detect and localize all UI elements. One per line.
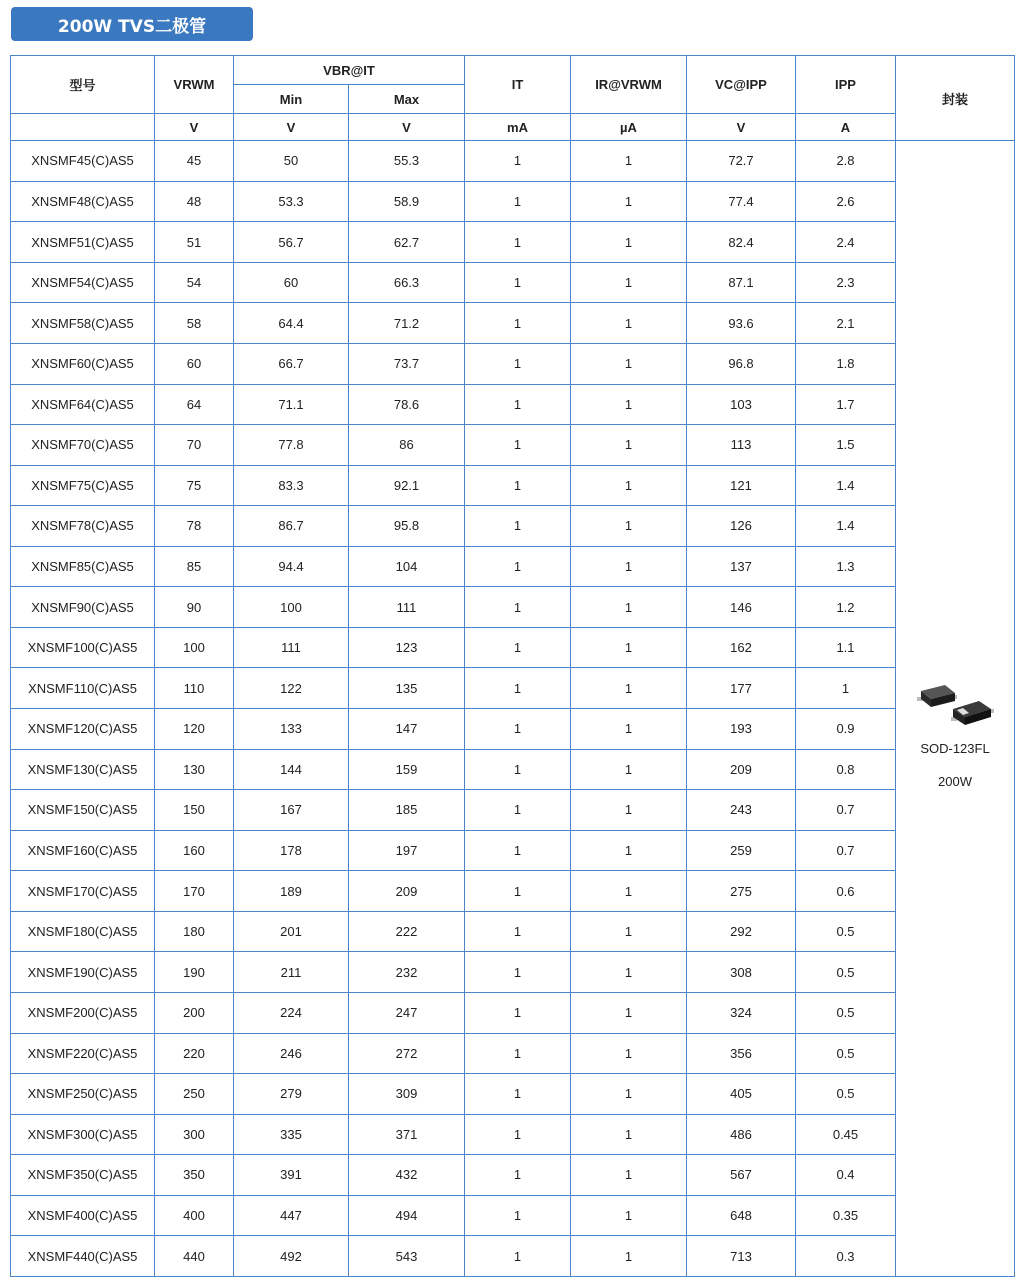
cell-vrwm: 400: [155, 1195, 234, 1236]
cell-vbr-min: 71.1: [234, 384, 349, 425]
cell-ir: 1: [571, 952, 687, 993]
cell-ir: 1: [571, 709, 687, 750]
cell-vbr-max: 543: [349, 1236, 465, 1277]
cell-vrwm: 220: [155, 1033, 234, 1074]
cell-it: 1: [465, 1195, 571, 1236]
cell-model: XNSMF60(C)AS5: [11, 343, 155, 384]
cell-vrwm: 160: [155, 830, 234, 871]
cell-vbr-min: 86.7: [234, 506, 349, 547]
cell-vrwm: 440: [155, 1236, 234, 1277]
cell-vrwm: 58: [155, 303, 234, 344]
cell-vbr-min: 335: [234, 1114, 349, 1155]
cell-vc: 243: [687, 790, 796, 831]
cell-vbr-min: 111: [234, 627, 349, 668]
cell-vrwm: 180: [155, 911, 234, 952]
table-row: [11, 1114, 1015, 1155]
cell-vrwm: 64: [155, 384, 234, 425]
cell-it: 1: [465, 506, 571, 547]
cell-ipp: 0.5: [796, 952, 896, 993]
unit-max: V: [349, 114, 465, 141]
cell-ipp: 2.8: [796, 141, 896, 182]
cell-model: XNSMF170(C)AS5: [11, 871, 155, 912]
cell-vbr-min: 391: [234, 1155, 349, 1196]
cell-ir: 1: [571, 1155, 687, 1196]
cell-it: 1: [465, 790, 571, 831]
cell-vbr-min: 122: [234, 668, 349, 709]
cell-it: 1: [465, 830, 571, 871]
cell-model: XNSMF58(C)AS5: [11, 303, 155, 344]
cell-vbr-min: 100: [234, 587, 349, 628]
cell-ipp: 0.3: [796, 1236, 896, 1277]
cell-ipp: 0.9: [796, 709, 896, 750]
table-row: [11, 668, 1015, 709]
cell-it: 1: [465, 992, 571, 1033]
cell-vrwm: 90: [155, 587, 234, 628]
cell-ir: 1: [571, 303, 687, 344]
cell-it: 1: [465, 384, 571, 425]
cell-vbr-max: 104: [349, 546, 465, 587]
table-row: [11, 911, 1015, 952]
cell-vrwm: 350: [155, 1155, 234, 1196]
cell-ipp: 2.4: [796, 222, 896, 263]
col-vc-header: VC@IPP: [687, 56, 796, 114]
cell-vc: 77.4: [687, 181, 796, 222]
cell-vrwm: 250: [155, 1074, 234, 1115]
cell-vbr-max: 73.7: [349, 343, 465, 384]
cell-vbr-max: 86: [349, 425, 465, 466]
cell-vc: 193: [687, 709, 796, 750]
sod123fl-package-icon: [915, 683, 995, 727]
cell-vbr-max: 197: [349, 830, 465, 871]
cell-vrwm: 200: [155, 992, 234, 1033]
cell-model: XNSMF160(C)AS5: [11, 830, 155, 871]
cell-ir: 1: [571, 141, 687, 182]
cell-ipp: 0.45: [796, 1114, 896, 1155]
cell-model: XNSMF45(C)AS5: [11, 141, 155, 182]
cell-vbr-max: 66.3: [349, 262, 465, 303]
header-row-1: [11, 56, 1015, 85]
cell-model: XNSMF85(C)AS5: [11, 546, 155, 587]
table-row: [11, 1155, 1015, 1196]
cell-vbr-max: 95.8: [349, 506, 465, 547]
cell-ipp: 1.2: [796, 587, 896, 628]
cell-ir: 1: [571, 546, 687, 587]
cell-vrwm: 54: [155, 262, 234, 303]
cell-ipp: 1.8: [796, 343, 896, 384]
cell-vc: 405: [687, 1074, 796, 1115]
cell-vrwm: 51: [155, 222, 234, 263]
cell-model: XNSMF75(C)AS5: [11, 465, 155, 506]
cell-it: 1: [465, 1033, 571, 1074]
cell-vbr-max: 123: [349, 627, 465, 668]
cell-ir: 1: [571, 1033, 687, 1074]
cell-model: XNSMF90(C)AS5: [11, 587, 155, 628]
cell-it: 1: [465, 343, 571, 384]
table-row: [11, 587, 1015, 628]
unit-ipp: A: [796, 114, 896, 141]
cell-vrwm: 120: [155, 709, 234, 750]
cell-model: XNSMF400(C)AS5: [11, 1195, 155, 1236]
cell-it: 1: [465, 1155, 571, 1196]
cell-vc: 209: [687, 749, 796, 790]
cell-ir: 1: [571, 262, 687, 303]
cell-ir: 1: [571, 425, 687, 466]
cell-ir: 1: [571, 1114, 687, 1155]
cell-ipp: 0.5: [796, 1033, 896, 1074]
page-title: 200W TVS二极管: [11, 7, 253, 41]
col-vbr-header: VBR@IT: [234, 56, 465, 85]
cell-vc: 93.6: [687, 303, 796, 344]
cell-vbr-max: 78.6: [349, 384, 465, 425]
cell-vrwm: 85: [155, 546, 234, 587]
cell-ipp: 0.5: [796, 1074, 896, 1115]
cell-vrwm: 300: [155, 1114, 234, 1155]
cell-vbr-max: 185: [349, 790, 465, 831]
table-row: [11, 1195, 1015, 1236]
cell-ir: 1: [571, 1236, 687, 1277]
cell-vbr-max: 247: [349, 992, 465, 1033]
cell-ipp: 0.7: [796, 790, 896, 831]
table-row: [11, 992, 1015, 1033]
cell-it: 1: [465, 1074, 571, 1115]
cell-vc: 72.7: [687, 141, 796, 182]
cell-ir: 1: [571, 587, 687, 628]
package-info: [896, 683, 1014, 789]
cell-ir: 1: [571, 627, 687, 668]
cell-vc: 96.8: [687, 343, 796, 384]
cell-it: 1: [465, 587, 571, 628]
table-body: [11, 141, 1015, 1277]
cell-model: XNSMF150(C)AS5: [11, 790, 155, 831]
cell-ir: 1: [571, 343, 687, 384]
cell-it: 1: [465, 952, 571, 993]
cell-it: 1: [465, 465, 571, 506]
col-it-header: IT: [465, 56, 571, 114]
cell-vbr-max: 58.9: [349, 181, 465, 222]
cell-vc: 146: [687, 587, 796, 628]
cell-vbr-min: 492: [234, 1236, 349, 1277]
cell-vrwm: 48: [155, 181, 234, 222]
cell-ipp: 1.3: [796, 546, 896, 587]
cell-it: 1: [465, 627, 571, 668]
cell-vbr-min: 144: [234, 749, 349, 790]
cell-vc: 177: [687, 668, 796, 709]
cell-model: XNSMF64(C)AS5: [11, 384, 155, 425]
cell-ipp: 0.35: [796, 1195, 896, 1236]
col-vrwm-header: VRWM: [155, 56, 234, 114]
cell-vc: 308: [687, 952, 796, 993]
cell-it: 1: [465, 668, 571, 709]
cell-vbr-max: 55.3: [349, 141, 465, 182]
cell-ir: 1: [571, 384, 687, 425]
cell-vc: 713: [687, 1236, 796, 1277]
unit-min: V: [234, 114, 349, 141]
cell-vrwm: 70: [155, 425, 234, 466]
cell-vbr-max: 71.2: [349, 303, 465, 344]
cell-model: XNSMF440(C)AS5: [11, 1236, 155, 1277]
cell-vbr-min: 50: [234, 141, 349, 182]
cell-ir: 1: [571, 871, 687, 912]
cell-vbr-min: 211: [234, 952, 349, 993]
cell-it: 1: [465, 709, 571, 750]
cell-ipp: 0.4: [796, 1155, 896, 1196]
cell-vrwm: 110: [155, 668, 234, 709]
unit-model-blank: [11, 114, 155, 141]
col-max-header: Max: [349, 85, 465, 114]
cell-it: 1: [465, 546, 571, 587]
cell-it: 1: [465, 1114, 571, 1155]
cell-vrwm: 100: [155, 627, 234, 668]
unit-ir: µA: [571, 114, 687, 141]
col-model-header: 型号: [11, 56, 155, 114]
cell-it: 1: [465, 425, 571, 466]
cell-model: XNSMF54(C)AS5: [11, 262, 155, 303]
col-min-header: Min: [234, 85, 349, 114]
cell-ir: 1: [571, 222, 687, 263]
table-row: [11, 1236, 1015, 1277]
cell-it: 1: [465, 871, 571, 912]
cell-ipp: 0.8: [796, 749, 896, 790]
unit-vrwm: V: [155, 114, 234, 141]
cell-model: XNSMF110(C)AS5: [11, 668, 155, 709]
table-row: [11, 262, 1015, 303]
cell-vbr-min: 246: [234, 1033, 349, 1074]
cell-ipp: 2.6: [796, 181, 896, 222]
cell-model: XNSMF180(C)AS5: [11, 911, 155, 952]
cell-vbr-min: 224: [234, 992, 349, 1033]
table-row: [11, 871, 1015, 912]
cell-vbr-min: 77.8: [234, 425, 349, 466]
package-name: SOD-123FL: [920, 741, 990, 757]
cell-vbr-min: 189: [234, 871, 349, 912]
table-row: [11, 749, 1015, 790]
cell-ipp: 1.4: [796, 465, 896, 506]
cell-vc: 356: [687, 1033, 796, 1074]
cell-vbr-min: 64.4: [234, 303, 349, 344]
cell-vrwm: 60: [155, 343, 234, 384]
cell-vbr-max: 494: [349, 1195, 465, 1236]
cell-ir: 1: [571, 992, 687, 1033]
cell-vbr-max: 159: [349, 749, 465, 790]
cell-ir: 1: [571, 749, 687, 790]
cell-ir: 1: [571, 1074, 687, 1115]
cell-vbr-max: 232: [349, 952, 465, 993]
cell-vbr-min: 66.7: [234, 343, 349, 384]
cell-model: XNSMF190(C)AS5: [11, 952, 155, 993]
cell-vbr-max: 272: [349, 1033, 465, 1074]
cell-vrwm: 150: [155, 790, 234, 831]
package-cell: [896, 141, 1015, 1277]
cell-model: XNSMF120(C)AS5: [11, 709, 155, 750]
cell-vbr-max: 147: [349, 709, 465, 750]
cell-ipp: 1.1: [796, 627, 896, 668]
cell-vbr-min: 133: [234, 709, 349, 750]
table-row: [11, 384, 1015, 425]
table-row: [11, 425, 1015, 466]
cell-it: 1: [465, 1236, 571, 1277]
cell-vbr-max: 371: [349, 1114, 465, 1155]
cell-it: 1: [465, 222, 571, 263]
cell-ir: 1: [571, 830, 687, 871]
cell-vbr-max: 92.1: [349, 465, 465, 506]
cell-it: 1: [465, 303, 571, 344]
table-row: [11, 303, 1015, 344]
table-row: [11, 181, 1015, 222]
table-row: [11, 1033, 1015, 1074]
cell-it: 1: [465, 749, 571, 790]
table-row: [11, 1074, 1015, 1115]
cell-vc: 113: [687, 425, 796, 466]
table-row: [11, 952, 1015, 993]
cell-ir: 1: [571, 506, 687, 547]
cell-vbr-min: 279: [234, 1074, 349, 1115]
package-power: 200W: [938, 774, 972, 790]
cell-vc: 137: [687, 546, 796, 587]
table-row: [11, 465, 1015, 506]
cell-ipp: 2.3: [796, 262, 896, 303]
unit-it: mA: [465, 114, 571, 141]
cell-ir: 1: [571, 181, 687, 222]
col-package-header: 封装: [896, 56, 1015, 141]
cell-vbr-min: 60: [234, 262, 349, 303]
cell-vbr-max: 432: [349, 1155, 465, 1196]
cell-vbr-min: 201: [234, 911, 349, 952]
cell-ipp: 1.5: [796, 425, 896, 466]
cell-ipp: 1.4: [796, 506, 896, 547]
cell-vc: 259: [687, 830, 796, 871]
cell-vc: 87.1: [687, 262, 796, 303]
cell-vrwm: 130: [155, 749, 234, 790]
cell-vc: 648: [687, 1195, 796, 1236]
table-row: [11, 141, 1015, 182]
cell-model: XNSMF48(C)AS5: [11, 181, 155, 222]
cell-vbr-min: 53.3: [234, 181, 349, 222]
table-row: [11, 790, 1015, 831]
cell-ipp: 0.5: [796, 992, 896, 1033]
cell-vrwm: 78: [155, 506, 234, 547]
cell-vc: 82.4: [687, 222, 796, 263]
cell-model: XNSMF78(C)AS5: [11, 506, 155, 547]
cell-vbr-max: 111: [349, 587, 465, 628]
cell-ir: 1: [571, 1195, 687, 1236]
cell-vrwm: 75: [155, 465, 234, 506]
cell-ir: 1: [571, 668, 687, 709]
cell-ir: 1: [571, 790, 687, 831]
cell-model: XNSMF300(C)AS5: [11, 1114, 155, 1155]
cell-it: 1: [465, 262, 571, 303]
cell-ipp: 2.1: [796, 303, 896, 344]
cell-vc: 324: [687, 992, 796, 1033]
cell-vbr-min: 178: [234, 830, 349, 871]
cell-vbr-min: 94.4: [234, 546, 349, 587]
cell-ipp: 0.7: [796, 830, 896, 871]
cell-model: XNSMF100(C)AS5: [11, 627, 155, 668]
cell-vc: 121: [687, 465, 796, 506]
table-row: [11, 343, 1015, 384]
cell-ir: 1: [571, 911, 687, 952]
table-row: [11, 506, 1015, 547]
table-row: [11, 222, 1015, 263]
cell-vbr-max: 222: [349, 911, 465, 952]
cell-model: XNSMF70(C)AS5: [11, 425, 155, 466]
cell-ipp: 1.7: [796, 384, 896, 425]
cell-vbr-max: 209: [349, 871, 465, 912]
cell-it: 1: [465, 181, 571, 222]
cell-ipp: 0.5: [796, 911, 896, 952]
cell-vbr-min: 56.7: [234, 222, 349, 263]
cell-vc: 275: [687, 871, 796, 912]
cell-model: XNSMF220(C)AS5: [11, 1033, 155, 1074]
cell-vbr-max: 309: [349, 1074, 465, 1115]
table-row: [11, 627, 1015, 668]
cell-vc: 292: [687, 911, 796, 952]
cell-model: XNSMF350(C)AS5: [11, 1155, 155, 1196]
cell-model: XNSMF250(C)AS5: [11, 1074, 155, 1115]
cell-vbr-min: 447: [234, 1195, 349, 1236]
cell-vc: 486: [687, 1114, 796, 1155]
cell-vbr-min: 83.3: [234, 465, 349, 506]
cell-vc: 103: [687, 384, 796, 425]
spec-table: [10, 55, 1015, 1277]
cell-vbr-min: 167: [234, 790, 349, 831]
cell-vc: 162: [687, 627, 796, 668]
cell-ipp: 1: [796, 668, 896, 709]
cell-vrwm: 170: [155, 871, 234, 912]
cell-vbr-max: 62.7: [349, 222, 465, 263]
unit-vc: V: [687, 114, 796, 141]
cell-model: XNSMF130(C)AS5: [11, 749, 155, 790]
cell-model: XNSMF200(C)AS5: [11, 992, 155, 1033]
table-row: [11, 546, 1015, 587]
cell-ir: 1: [571, 465, 687, 506]
cell-vc: 126: [687, 506, 796, 547]
cell-vc: 567: [687, 1155, 796, 1196]
cell-vbr-max: 135: [349, 668, 465, 709]
col-ipp-header: IPP: [796, 56, 896, 114]
col-ir-header: IR@VRWM: [571, 56, 687, 114]
cell-vrwm: 190: [155, 952, 234, 993]
cell-it: 1: [465, 911, 571, 952]
cell-model: XNSMF51(C)AS5: [11, 222, 155, 263]
cell-vrwm: 45: [155, 141, 234, 182]
table-row: [11, 830, 1015, 871]
cell-it: 1: [465, 141, 571, 182]
units-row: [11, 114, 1015, 141]
cell-ipp: 0.6: [796, 871, 896, 912]
table-row: [11, 709, 1015, 750]
